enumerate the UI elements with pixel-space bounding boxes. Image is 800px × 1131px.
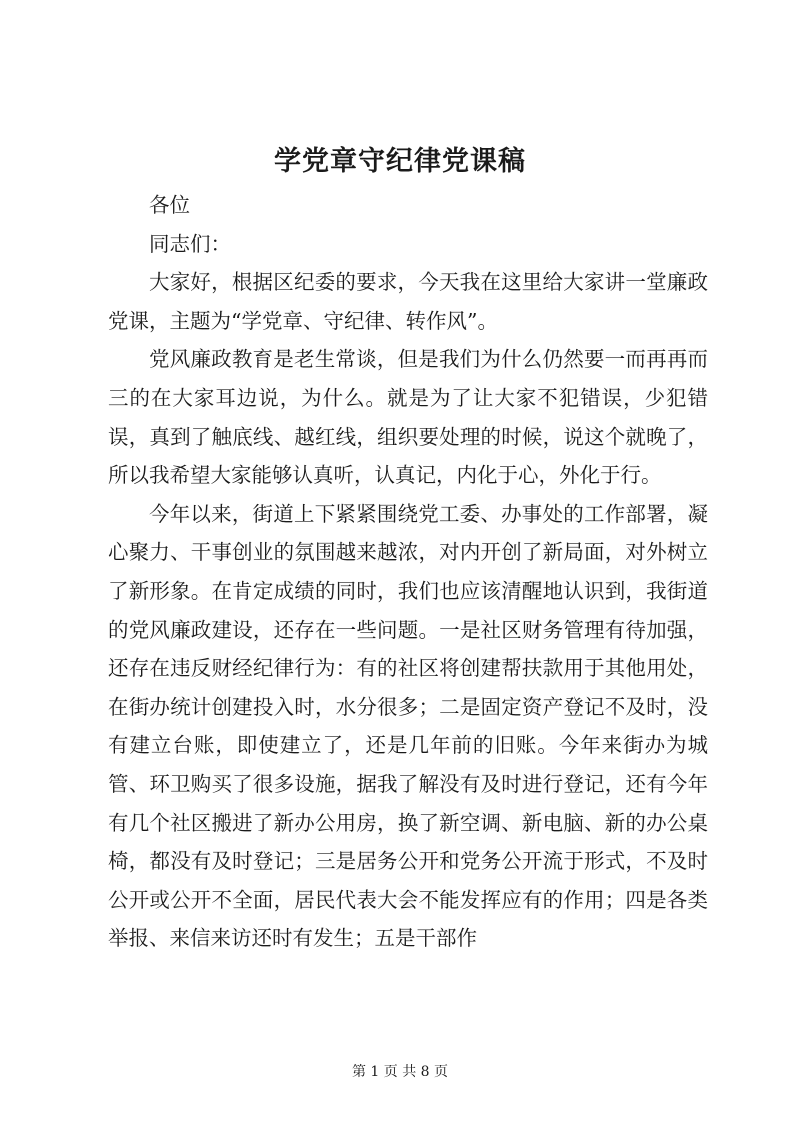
- paragraph-education: 党风廉政教育是老生常谈，但是我们为什么仍然要一而再再而三的在大家耳边说，为什么。就是为了让大家不犯错误，少犯错误，真到了触底线、越红线，组织要处理的时候，说这个就晚了，所以我希望大家能够认真听，认真记，内化于心，外化于行。: [108, 347, 708, 488]
- salutation-line-2: 同志们：: [149, 231, 231, 256]
- paragraph-intro: 大家好，根据区纪委的要求，今天我在这里给大家讲一堂廉政党课，主题为“学党章、守纪律、转作风”。: [108, 270, 708, 333]
- document-body: [108, 186, 708, 958]
- paragraph-problems: 今年以来，街道上下紧紧围绕党工委、办事处的工作部署，凝心聚力、干事创业的氛围越来越浓，对内开创了新局面，对外树立了新形象。在肯定成绩的同时，我们也应该清醒地认识到，我街道的党风廉政建设，还存在一些问题。一是社区财务管理有待加强，还存在违反财经纪律行为：有的社区将创建帮扶款用于其他用处，在街办统计创建投入时，水分很多；二是固定资产登记不及时，没有建立台账，即使建立了，还是几年前的旧账。今年来街办为城管、环卫购买了很多设施，据我了解没有及时进行登记，还有今年有几个社区搬进了新办公用房，换了新空调、新电脑、新的办公桌椅，都没有及时登记；三是居务公开和党务公开流于形式，不及时公开或公开不全面，居民代表大会不能发挥应有的作用；四是各类举报、来信来访还时有发生；五是干部作: [108, 501, 708, 951]
- document-title: 学党章守纪律党课稿: [274, 146, 526, 177]
- salutation-line-1: 各位: [149, 193, 190, 217]
- page-footer: 第 1 页 共 8 页: [351, 1064, 449, 1080]
